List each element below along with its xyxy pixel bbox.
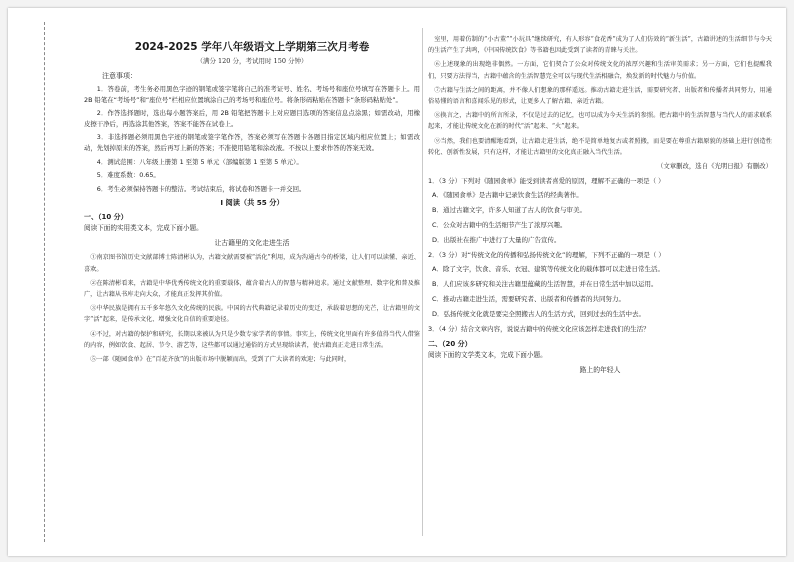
question-option: B．通过古籍文字，许多人知道了古人的饮食与审美。 [432, 206, 586, 215]
question-2 [428, 250, 772, 320]
article-paragraph: ⑦古籍与生活之间的距离，并不像人们想象的那样遥远。推动古籍走进生活，需要研究者、出版者和传播者共同努力，用通俗易懂的语言和喜闻乐见的形式，让更多人了解古籍、亲近古籍。 [428, 86, 772, 106]
part1-heading: Ⅰ 阅读（共 55 分） [220, 198, 284, 208]
question-stem: 2．（3 分）对“传统文化的传播和弘扬传统文化”的理解，下列不正确的一项是（ ） [428, 251, 665, 260]
question-option: C．推动古籍走进生活，需要研究者、出版者和传播者的共同努力。 [432, 295, 626, 304]
article-paragraph: ①南京图书馆历史文献部博士陈清彬认为，古籍文献需要被“活化”利用，成为沟通古今的桥梁，让人们可以读懂、亲近、喜欢。 [84, 254, 420, 273]
article1-continued [428, 34, 772, 158]
note-item: 1．答卷前，考生务必用黑色字迹的钢笔或签字笔将自己的准考证号、姓名、考场号和座位号填写在答题卡上。用 2B 铅笔在“考场号”和“座位号”栏相应位置填涂自己的考场号和座位号。将条形码粘贴在答题卡“条形码粘贴处”。 [84, 85, 420, 104]
exam-title: 2024-2025 学年八年级语文上学期第三次月考卷 [134, 41, 370, 53]
note-item: 3．非选择题必须用黑色字迹的钢笔或签字笔作答，答案必须写在答题卡各题目指定区域内相应位置上；如需改动，先划掉原来的答案，然后再写上新的答案；不准使用铅笔和涂改液。不按以上要求作答的答案无效。 [84, 133, 420, 152]
question-option: A．除了文字，饮食、音乐、衣冠、建筑等传统文化的载体都可以走进日常生活。 [432, 265, 664, 274]
section2-instruction: 阅读下面的文学类文本，完成下面小题。 [428, 351, 547, 360]
article-source: （文章删改，选自《光明日报》有删改） [656, 162, 772, 171]
question-3 [428, 324, 772, 335]
column-divider [422, 28, 423, 536]
notes-list [84, 84, 420, 194]
question-stem: 3．（4 分）结合文章内容，说说古籍中的传统文化应该怎样走进我们的生活？ [428, 325, 650, 334]
note-item: 6．考生必须保持答题卡的整洁。考试结束后，将试卷和答题卡一并交回。 [96, 184, 306, 193]
article-paragraph: ⑥上述现象的出现绝非偶然。一方面，它们契合了公众对传统文化的浓厚兴趣和生活审美需求；另一方面，它们也提醒我们，只要方法得当，古籍中蕴含的生活智慧完全可以与现代生活相融合，焕发新的时代魅力与价值。 [428, 61, 772, 80]
article-paragraph: ⑧换言之，古籍中的所言所录，不仅是过去的记忆，也可以成为今天生活的参照。把古籍中的生活智慧与当代人的需求联系起来，才能让传统文化在新的时代“活”起来、“火”起来。 [428, 112, 772, 131]
question-option: D．弘扬传统文化就是要完全照搬古人的生活方式，回到过去的生活中去。 [432, 310, 646, 319]
article1-title: 让古籍里的文化走进生活 [214, 239, 290, 248]
section1-heading: 一、（10 分） [84, 213, 128, 222]
right-column [428, 34, 772, 379]
article-paragraph: 室里，用着仿制的“小古董”“小玩具”继续研究，有人形容“食花香”成为了人们仿效的“新生活”，古籍讲述的生活细节与今天的生活产生了共鸣，《中国传统饮食》等书籍也因此受到了读者的青睐与关注。 [428, 36, 772, 55]
article2-title: 路上的年轻人 [579, 366, 621, 375]
binding-dashed-line [44, 22, 45, 542]
question-option: C．公众对古籍中的生活细节产生了浓厚兴趣。 [432, 221, 567, 230]
article-paragraph: ⑨当然，我们也要清醒地看到，让古籍走进生活，绝不是简单地复古或者照搬，而是要在尊重古籍原貌的基础上进行创造性转化、创新性发展，只有这样，才能让古籍里的文化真正融入当代生活。 [428, 137, 772, 156]
section1-instruction: 阅读下面的实用类文本，完成下面小题。 [84, 224, 203, 233]
binding-margin [8, 8, 68, 556]
exam-subtitle: （满分 120 分，考试用时 150 分钟） [196, 57, 308, 65]
article-paragraph: ⑤一部《随园食单》在“百花齐放”的出版市场中脱颖而出，受到了广大读者的欢迎；与此同时， [90, 355, 351, 363]
note-item: 2．作答选择题时，选出每小题答案后，用 2B 铅笔把答题卡上对应题目选项的答案信息点涂黑；如需改动，用橡皮擦干净后，再选涂其他答案，答案不能答在试卷上。 [84, 109, 420, 128]
article-paragraph: ③中华民族是拥有五千多年悠久文化传统的民族。中国的古代典籍记录着历史的变迁，承载着思想的光芒，让古籍里的文字“活”起来，是传承文化、增强文化自信的重要途径。 [84, 305, 420, 324]
article-paragraph: ④不过，对古籍的保护和研究，长期以来被认为只是少数专家学者的事情。事实上，传统文化里面有许多值得当代人借鉴的内容，例如饮食、起居、节令、游艺等，这些都可以通过通俗的方式呈现给读者，使古籍真正走进日常生活。 [84, 330, 420, 349]
note-item: 4．测试范围：八年级上册第 1 至第 5 单元（部编版第 1 至第 5 单元）。 [96, 157, 303, 166]
notes-heading: 注意事项： [102, 72, 137, 80]
article-paragraph: ②在陈清彬看来，古籍是中华优秀传统文化的重要载体，蕴含着古人的智慧与精神追求。通过文献整理、数字化和普及推广，让古籍从书库走向大众，才能真正发挥其价值。 [84, 279, 420, 298]
question-1 [428, 176, 772, 246]
question-option: B．人们应该多研究和关注古籍里蕴藏的生活智慧，并在日常生活中加以运用。 [432, 280, 658, 289]
question-option: D．出版社在推广中进行了大量的广告宣传。 [432, 236, 561, 245]
section2-heading: 二、（20 分） [428, 340, 472, 349]
note-item: 5．难度系数：0.65。 [96, 171, 160, 180]
question-stem: 1．（3 分）下列对《随园食单》能受到读者喜爱的原因，理解不正确的一项是（ ） [428, 177, 665, 186]
exam-paper [8, 8, 786, 556]
article1-body [84, 252, 420, 365]
question-option: A．《随园食单》是古籍中记录饮食生活的经典著作。 [432, 191, 583, 200]
left-column [84, 40, 420, 368]
